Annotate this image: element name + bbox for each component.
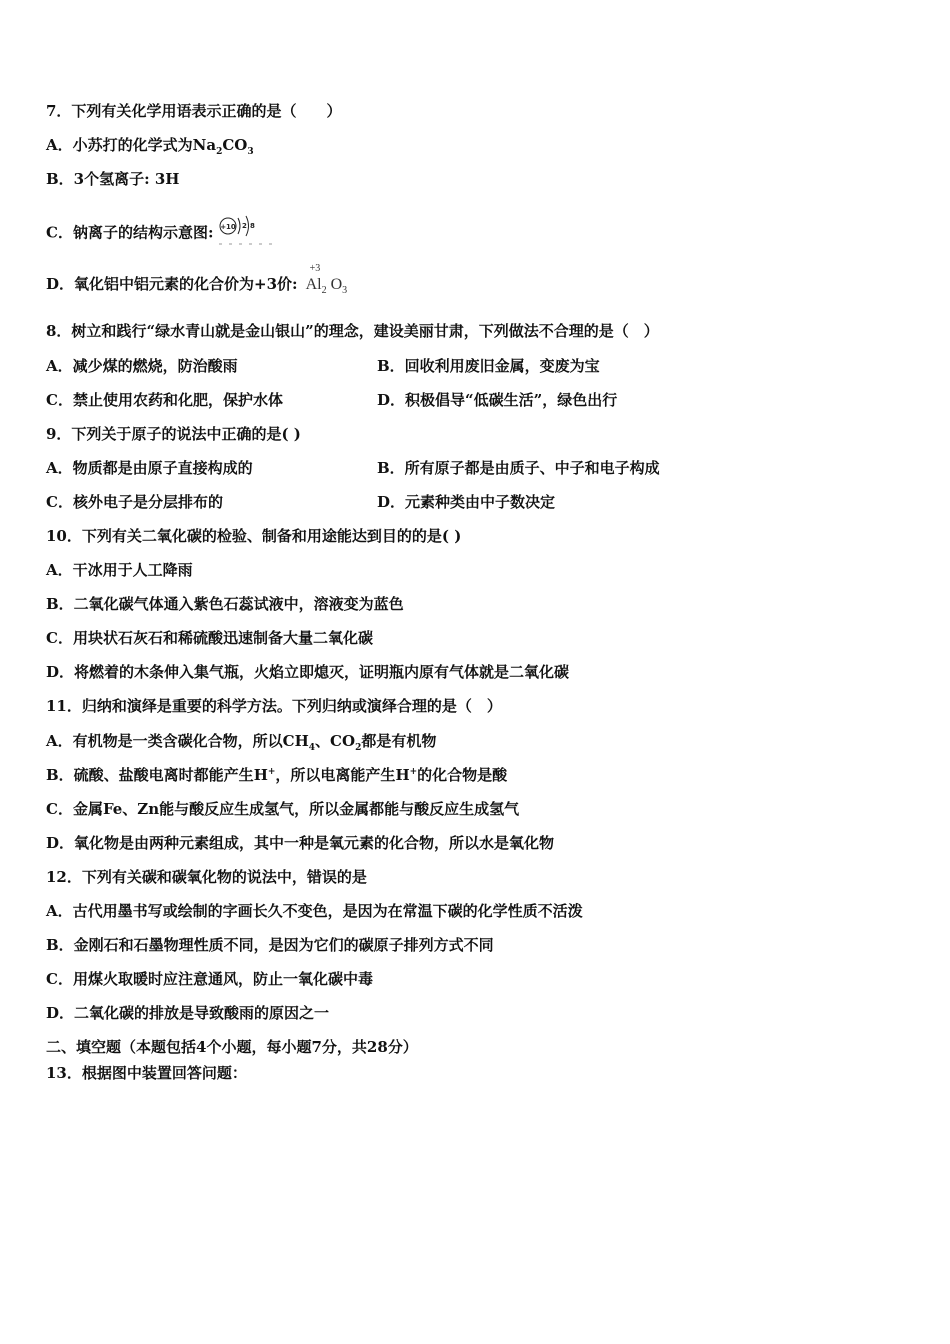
q9-stem: 9．下列关于原子的说法中正确的是( ) (46, 425, 301, 443)
q9-option-a: A．物质都是由原子直接构成的 (46, 459, 253, 477)
q7-stem: 7．下列有关化学用语表示正确的是（ ） (46, 102, 342, 120)
q11-b-middle: ，所以电离能产生 (275, 766, 396, 784)
formula-na: Na (192, 136, 217, 154)
q11-b-prefix: B．硫酸、盐酸电离时都能产生 (46, 766, 254, 784)
q12-option-c: C．用煤火取暖时应注意通风，防止一氧化碳中毒 (46, 970, 373, 988)
q9-option-b: B．所有原子都是由质子、中子和电子构成 (377, 459, 660, 477)
q8-stem: 8．树立和践行“绿水青山就是金山银山”的理念，建设美丽甘肃，下列做法不合理的是（ ） (46, 322, 659, 340)
q11-stem: 11．归纳和演绎是重要的科学方法。下列归纳或演绎合理的是（ ） (46, 697, 502, 715)
q11-option-b (46, 765, 507, 785)
q9-option-c: C．核外电子是分层排布的 (46, 493, 223, 511)
q8-option-c: C．禁止使用农药和化肥，保护水体 (46, 391, 283, 409)
formula-ch: CH (282, 732, 309, 750)
q10-option-b: B．二氧化碳气体通入紫色石蕊试液中，溶液变为蓝色 (46, 595, 404, 613)
q11-a-suffix: 都是有机物 (361, 732, 437, 750)
q11-b-suffix: 的化合物是酸 (417, 766, 508, 784)
valence-mark: +3 (309, 263, 321, 274)
formula-sub: 2 (321, 285, 327, 297)
q10-option-d: D．将燃着的木条伸入集气瓶，火焰立即熄灭，证明瓶内原有气体就是二氧化碳 (46, 663, 570, 681)
q11-a-prefix: A．有机物是一类含碳化合物，所以 (46, 732, 283, 750)
diagram-shell1-label: 2 (242, 222, 248, 230)
formula-h: H (395, 766, 410, 784)
formula-co: CO (330, 732, 356, 750)
q7-option-d-text: D．氧化铝中铝元素的化合价为+3价: (46, 275, 298, 293)
formula-co: CO (222, 136, 248, 154)
q8-option-a: A．减少煤的燃烧，防治酸雨 (46, 357, 238, 375)
formula-sub: 3 (342, 285, 348, 297)
q11-option-c: C．金属Fe、Zn能与酸反应生成氢气，所以金属都能与酸反应生成氢气 (46, 800, 520, 818)
q9-option-d: D．元素种类由中子数决定 (377, 493, 556, 511)
formula-sub: 3 (247, 147, 254, 157)
q10-option-a: A．干冰用于人工降雨 (46, 561, 193, 579)
q12-option-d: D．二氧化碳的排放是导致酸雨的原因之一 (46, 1004, 330, 1022)
q7-option-a-text: A．小苏打的化学式为 (46, 136, 193, 154)
q7-option-a (46, 135, 254, 155)
q13-stem: 13．根据图中装置回答问题： (46, 1064, 247, 1082)
formula-sup: + (409, 767, 418, 777)
q11-option-a (46, 731, 436, 751)
q12-stem: 12．下列有关碳和碳氧化物的说法中，错误的是 (46, 868, 367, 886)
q10-option-c: C．用块状石灰石和稀硫酸迅速制备大量二氧化碳 (46, 629, 373, 647)
formula-al: Al (305, 276, 322, 293)
q7-option-b: B．3个氢离子: 3H (46, 170, 180, 188)
formula-sub: 4 (308, 743, 316, 753)
sodium-ion-structure-diagram (217, 214, 277, 253)
formula-sub: 2 (216, 147, 223, 157)
q11-option-d: D．氧化物是由两种元素组成，其中一种是氧元素的化合物，所以水是氧化物 (46, 834, 555, 852)
q8-option-d: D．积极倡导“低碳生活”，绿色出行 (377, 391, 618, 409)
q12-option-a: A．古代用墨书写或绘制的字画长久不变色，是因为在常温下碳的化学性质不活泼 (46, 902, 583, 920)
formula-sub: 2 (355, 743, 362, 753)
diagram-nucleus-label: +10 (220, 223, 237, 231)
q11-a-separator: 、 (315, 732, 331, 750)
q7-option-c (46, 214, 277, 253)
section-2-heading: 二、填空题（本题包括4个小题，每小题7分，共28分） (46, 1038, 418, 1056)
q8-option-b: B．回收利用废旧金属，变废为宝 (377, 357, 600, 375)
formula-o: O (330, 276, 343, 293)
q10-stem: 10．下列有关二氧化碳的检验、制备和用途能达到目的的是( ) (46, 527, 462, 545)
alumina-valence-formula (305, 263, 348, 297)
q7-option-c-text: C．钠离子的结构示意图: (46, 223, 214, 242)
q12-option-b: B．金刚石和石墨物理性质不同，是因为它们的碳原子排列方式不同 (46, 936, 494, 954)
atom-diagram-icon (217, 214, 277, 248)
diagram-shell2-label: 8 (250, 222, 256, 230)
formula-sup: + (267, 767, 276, 777)
q7-option-d (46, 263, 348, 297)
q7-a-formula (192, 136, 254, 157)
formula-h: H (253, 766, 268, 784)
